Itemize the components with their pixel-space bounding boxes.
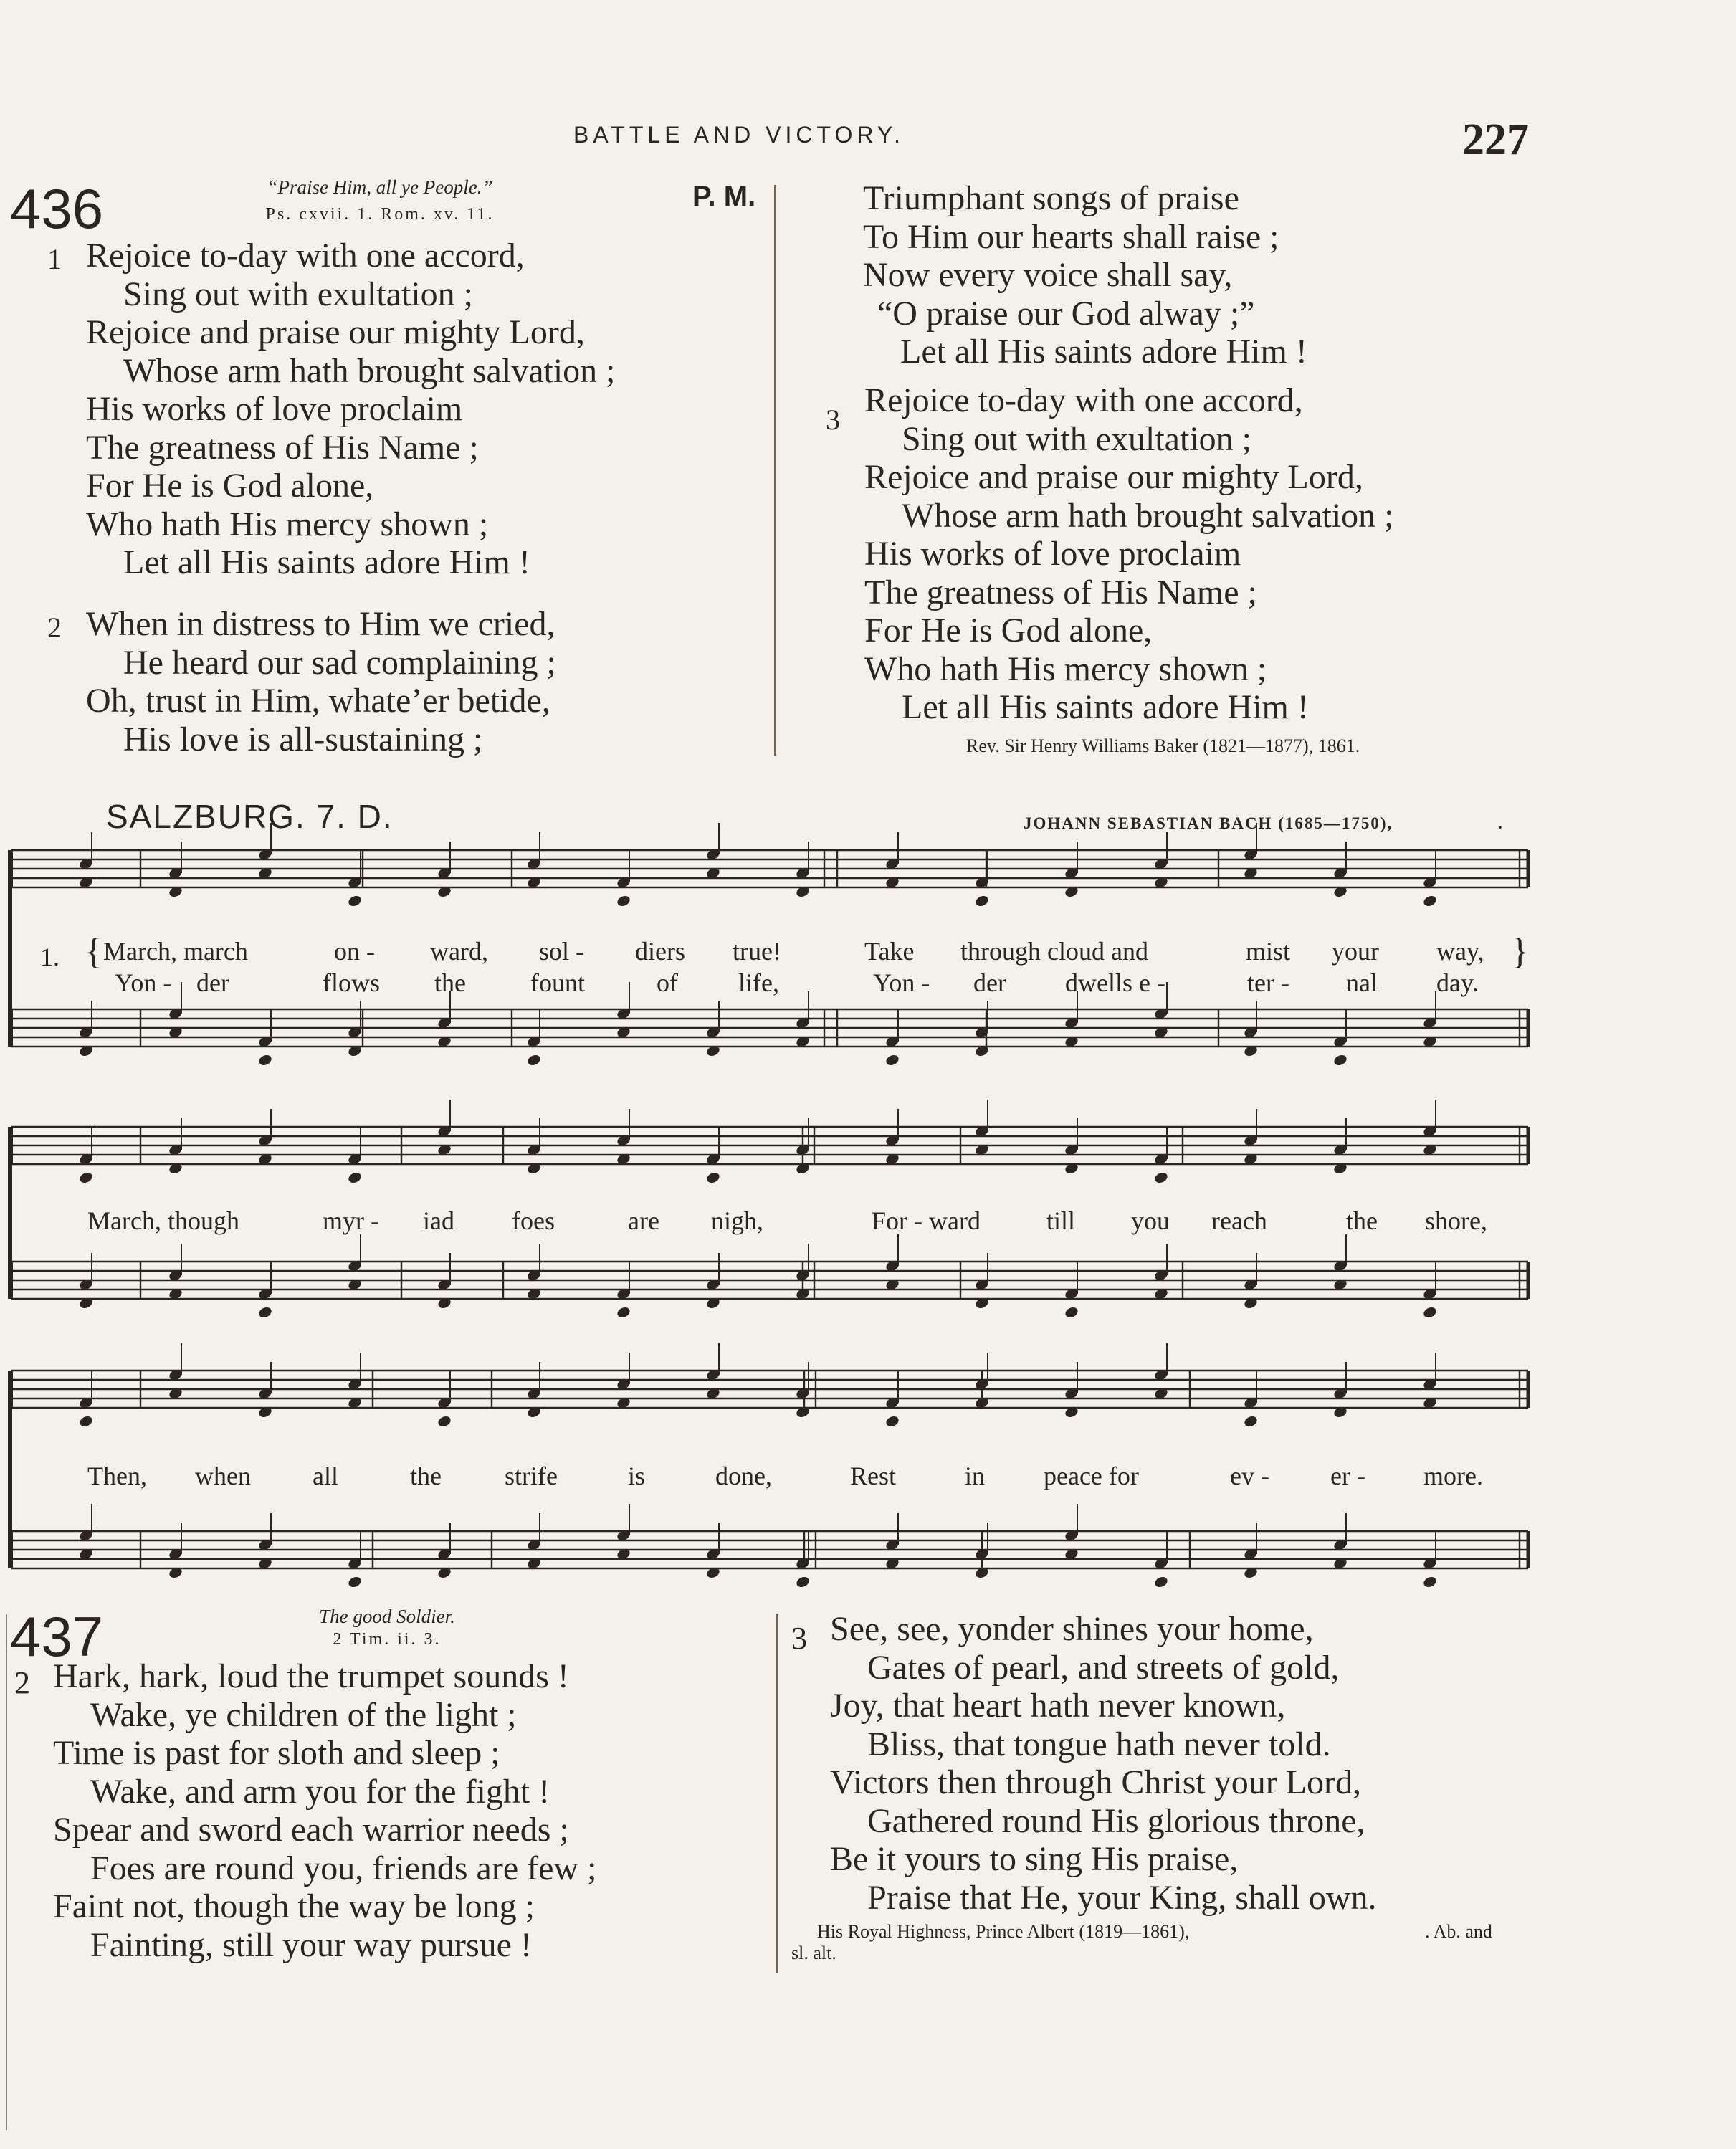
verse-line: Praise that He, your King, shall own. bbox=[867, 1878, 1377, 1917]
lyric: done, bbox=[715, 1462, 772, 1490]
hymn-437-attribution-tail: . Ab. and bbox=[1425, 1921, 1492, 1942]
lyric: foes bbox=[512, 1206, 555, 1235]
lyric: are bbox=[628, 1206, 659, 1235]
verse-line: Gates of pearl, and streets of gold, bbox=[867, 1648, 1340, 1687]
verse-line: His works of love proclaim bbox=[864, 535, 1241, 573]
hymn-436-number: 436 bbox=[10, 177, 104, 240]
lyric: ev - bbox=[1230, 1462, 1269, 1490]
verse-line: Rejoice and praise our mighty Lord, bbox=[864, 458, 1363, 496]
note-head bbox=[347, 1575, 363, 1588]
verse-line: Who hath His mercy shown ; bbox=[864, 649, 1267, 688]
lyric: fount bbox=[530, 968, 585, 997]
note-head bbox=[78, 1414, 94, 1428]
note-head bbox=[616, 894, 631, 907]
hymn-437-number: 437 bbox=[10, 1605, 104, 1668]
lyric: life, bbox=[738, 968, 779, 997]
verse-line: Rejoice to-day with one accord, bbox=[86, 237, 525, 275]
verse-line: Rejoice to-day with one accord, bbox=[864, 381, 1303, 419]
lyric: sol - bbox=[539, 937, 584, 966]
lyric: Take bbox=[864, 937, 915, 966]
hymn-437-attribution-tail-2: sl. alt. bbox=[791, 1943, 836, 1963]
note-head bbox=[1153, 1171, 1169, 1184]
verse-line: Oh, trust in Him, whate’er betide, bbox=[86, 682, 550, 720]
lyric: the bbox=[1346, 1206, 1378, 1235]
note-head bbox=[78, 1171, 94, 1184]
verse-line: For He is God alone, bbox=[86, 467, 374, 505]
lyric: till bbox=[1046, 1206, 1076, 1235]
page-number: 227 bbox=[1462, 115, 1529, 164]
verse-line: Rejoice and praise our mighty Lord, bbox=[86, 313, 585, 351]
note-head bbox=[884, 1053, 900, 1067]
note-head bbox=[347, 1171, 363, 1184]
note-head bbox=[1422, 1305, 1438, 1319]
verse-mark: 1. bbox=[40, 943, 59, 971]
verse-line: Faint not, though the way be long ; bbox=[53, 1887, 535, 1925]
verse-line: His love is all-sustaining ; bbox=[123, 720, 483, 758]
verse-number: 3 bbox=[826, 404, 840, 436]
lyric: strife bbox=[505, 1462, 558, 1490]
lyric: myr - bbox=[323, 1206, 379, 1235]
composer: JOHANN SEBASTIAN BACH (1685—1750), bbox=[1024, 814, 1393, 832]
verse-line: Wake, and arm you for the fight ! bbox=[90, 1772, 550, 1811]
verse-line: “O praise our God alway ;” bbox=[877, 294, 1255, 333]
lyric: der bbox=[196, 968, 229, 997]
verse-line: Now every voice shall say, bbox=[863, 256, 1233, 294]
verse-line: Let all His saints adore Him ! bbox=[123, 543, 530, 581]
verse-number: 3 bbox=[791, 1621, 807, 1656]
lyric: through cloud and bbox=[960, 937, 1148, 966]
verse-line: Whose arm hath brought salvation ; bbox=[123, 351, 616, 390]
hymn-437-attribution: His Royal Highness, Prince Albert (1819—1861), bbox=[817, 1921, 1190, 1942]
verse-line: When in distress to Him we cried, bbox=[86, 605, 555, 643]
lyric: dwells e - bbox=[1065, 968, 1165, 997]
verse-line: The greatness of His Name ; bbox=[864, 573, 1257, 611]
lyric: true! bbox=[733, 937, 781, 966]
verse-line: See, see, yonder shines your home, bbox=[830, 1610, 1314, 1648]
verse-line: Who hath His mercy shown ; bbox=[86, 505, 489, 543]
lyric: mist bbox=[1246, 937, 1291, 966]
lyric: peace for bbox=[1044, 1462, 1139, 1490]
note-head bbox=[1422, 1575, 1438, 1588]
verse-line: Victors then through Christ your Lord, bbox=[830, 1763, 1362, 1801]
hymn-436-reference: Ps. cxvii. 1. Rom. xv. 11. bbox=[265, 205, 495, 224]
note-head bbox=[795, 1575, 811, 1588]
verse-line: Foes are round you, friends are few ; bbox=[90, 1849, 597, 1887]
composer-dot: . bbox=[1498, 814, 1504, 832]
note-head bbox=[347, 894, 363, 907]
lyric: nal bbox=[1346, 968, 1378, 997]
verse-line: The greatness of His Name ; bbox=[86, 428, 479, 467]
lyric: in bbox=[965, 1462, 986, 1490]
hymn-436-title: “Praise Him, all ye People.” bbox=[267, 176, 493, 198]
note-head bbox=[616, 1305, 631, 1319]
lyric: ter - bbox=[1247, 968, 1289, 997]
verse-line: Triumphant songs of praise bbox=[863, 179, 1239, 217]
verse-line: Sing out with exultation ; bbox=[123, 275, 473, 313]
hymn-437-reference: 2 Tim. ii. 3. bbox=[333, 1630, 442, 1649]
verse-number: 1 bbox=[47, 243, 62, 275]
verse-line: For He is God alone, bbox=[864, 611, 1153, 649]
lyric: reach bbox=[1211, 1206, 1267, 1235]
note-head bbox=[1243, 1414, 1259, 1428]
verse-line: Whose arm hath brought salvation ; bbox=[902, 496, 1394, 535]
lyric: ward, bbox=[430, 937, 488, 966]
note-head bbox=[884, 1414, 900, 1428]
lyric: Yon - bbox=[873, 968, 930, 997]
lyric: der bbox=[973, 968, 1006, 997]
running-head: BATTLE AND VICTORY. bbox=[573, 122, 905, 148]
note-head bbox=[974, 894, 990, 907]
lyric: day. bbox=[1436, 968, 1479, 997]
verse-line: Wake, ye children of the light ; bbox=[90, 1695, 517, 1734]
lyric: flows bbox=[323, 968, 380, 997]
lyric: on - bbox=[334, 937, 375, 966]
verse-line: To Him our hearts shall raise ; bbox=[863, 217, 1279, 256]
verse-line: His works of love proclaim bbox=[86, 390, 463, 428]
lyric: way, bbox=[1436, 937, 1484, 966]
lyric: shore, bbox=[1425, 1206, 1487, 1235]
lyric: March, though bbox=[87, 1206, 239, 1235]
note-head bbox=[257, 1305, 273, 1319]
note-head bbox=[705, 1171, 721, 1184]
lyric: all bbox=[313, 1462, 338, 1490]
verse-line: Sing out with exultation ; bbox=[902, 419, 1251, 458]
verse-number: 2 bbox=[47, 611, 62, 644]
lyric: er - bbox=[1330, 1462, 1365, 1490]
tune-name: SALZBURG. 7. D. bbox=[106, 798, 394, 835]
verse-line: Spear and sword each warrior needs ; bbox=[53, 1811, 569, 1849]
note-head bbox=[1332, 1053, 1348, 1067]
lyric: the bbox=[410, 1462, 442, 1490]
lyric: diers bbox=[635, 937, 685, 966]
lyric: Rest bbox=[850, 1462, 897, 1490]
lyric: is bbox=[628, 1462, 646, 1490]
lyric: your bbox=[1332, 937, 1379, 966]
hymn-437-verse-2 bbox=[53, 1657, 596, 1964]
note-head bbox=[526, 1053, 542, 1067]
verse-line: Let all His saints adore Him ! bbox=[900, 333, 1307, 371]
brace-left: { bbox=[85, 931, 102, 972]
verse-line: Fainting, still your way pursue ! bbox=[90, 1925, 532, 1964]
verse-line: Joy, that heart hath never known, bbox=[830, 1687, 1286, 1725]
column-divider bbox=[776, 1614, 778, 1973]
hymn-437-verse-3 bbox=[830, 1610, 1377, 1917]
hymn-436-meter: P. M. bbox=[692, 181, 756, 212]
lyric: the bbox=[434, 968, 466, 997]
margin-rule bbox=[6, 1614, 7, 2130]
lyric: you bbox=[1131, 1206, 1170, 1235]
lyric: Yon - bbox=[115, 968, 172, 997]
lyric: when bbox=[195, 1462, 251, 1490]
verse-line: Time is past for sloth and sleep ; bbox=[53, 1734, 500, 1772]
note-head bbox=[1064, 1305, 1079, 1319]
note-head bbox=[257, 1053, 273, 1067]
lyric: March, march bbox=[103, 937, 248, 966]
lyric: nigh, bbox=[711, 1206, 764, 1235]
note-head bbox=[437, 1414, 452, 1428]
lyric: iad bbox=[423, 1206, 454, 1235]
note-head bbox=[1422, 894, 1438, 907]
verse-line: Hark, hark, loud the trumpet sounds ! bbox=[53, 1657, 569, 1695]
lyric: of bbox=[657, 968, 678, 997]
verse-line: Bliss, that tongue hath never told. bbox=[867, 1725, 1331, 1763]
verse-line: Gathered round His glorious throne, bbox=[867, 1801, 1365, 1840]
verse-line: Let all His saints adore Him ! bbox=[902, 688, 1309, 726]
hymn-436-attribution: Rev. Sir Henry Williams Baker (1821—1877), 1861. bbox=[966, 735, 1360, 756]
verse-line: He heard our sad complaining ; bbox=[123, 643, 556, 682]
note-head bbox=[1153, 1575, 1169, 1588]
lyric: For - ward bbox=[872, 1206, 981, 1235]
lyric: more. bbox=[1423, 1462, 1483, 1490]
lyric: Then, bbox=[87, 1462, 147, 1490]
hymn-437-title: The good Soldier. bbox=[319, 1606, 455, 1627]
brace-right: } bbox=[1511, 931, 1529, 972]
verse-number: 2 bbox=[14, 1665, 30, 1700]
verse-line: Be it yours to sing His praise, bbox=[830, 1840, 1239, 1878]
